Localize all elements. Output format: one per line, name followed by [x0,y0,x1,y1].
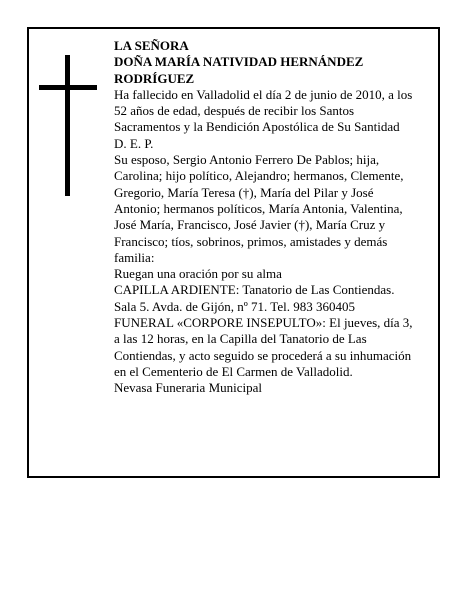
cross-vertical-bar [65,55,70,196]
obituary-text [114,38,420,397]
obituary-title: LA SEÑORA [114,38,189,53]
cross-horizontal-bar [39,85,97,90]
deceased-name: DOÑA MARÍA NATIVIDAD HERNÁNDEZ RODRÍGUEZ [114,54,364,86]
prayer-request: Ruegan una oración por su alma [114,266,282,282]
funeral-home: Nevasa Funeraria Municipal [114,380,263,396]
rip-line: D. E. P. [114,135,154,151]
family-list: Su esposo, Sergio Antonio Ferrero De Pablos; hija, Carolina; hijo político, Alejandro; hermanos, Clemente, Gregorio, María Teresa (†), María del Pilar y José Antonio; hermanos políticos, María Antonia, Valentina, José María, Francisco, José Javier (†), María Cruz y Francisco; tíos, sobrinos, primos, amistades y demás familia: [114,152,404,265]
funeral-info: FUNERAL «CORPORE INSEPULTO»: El jueves, día 3, a las 12 horas, en la Capilla del Tanatorio de Las Contiendas, y acto seguido se procederá a su inhumación en el Cementerio de El Carmen de Valladolid. [114,315,413,379]
chapel-info: CAPILLA ARDIENTE: Tanatorio de Las Contiendas. Sala 5. Avda. de Gijón, nº 71. Tel. 983 360405 [114,282,395,314]
death-notice: Ha fallecido en Valladolid el día 2 de junio de 2010, a los 52 años de edad, después de recibir los Santos Sacramentos y la Bendición Apostólica de Su Santidad [114,86,413,135]
